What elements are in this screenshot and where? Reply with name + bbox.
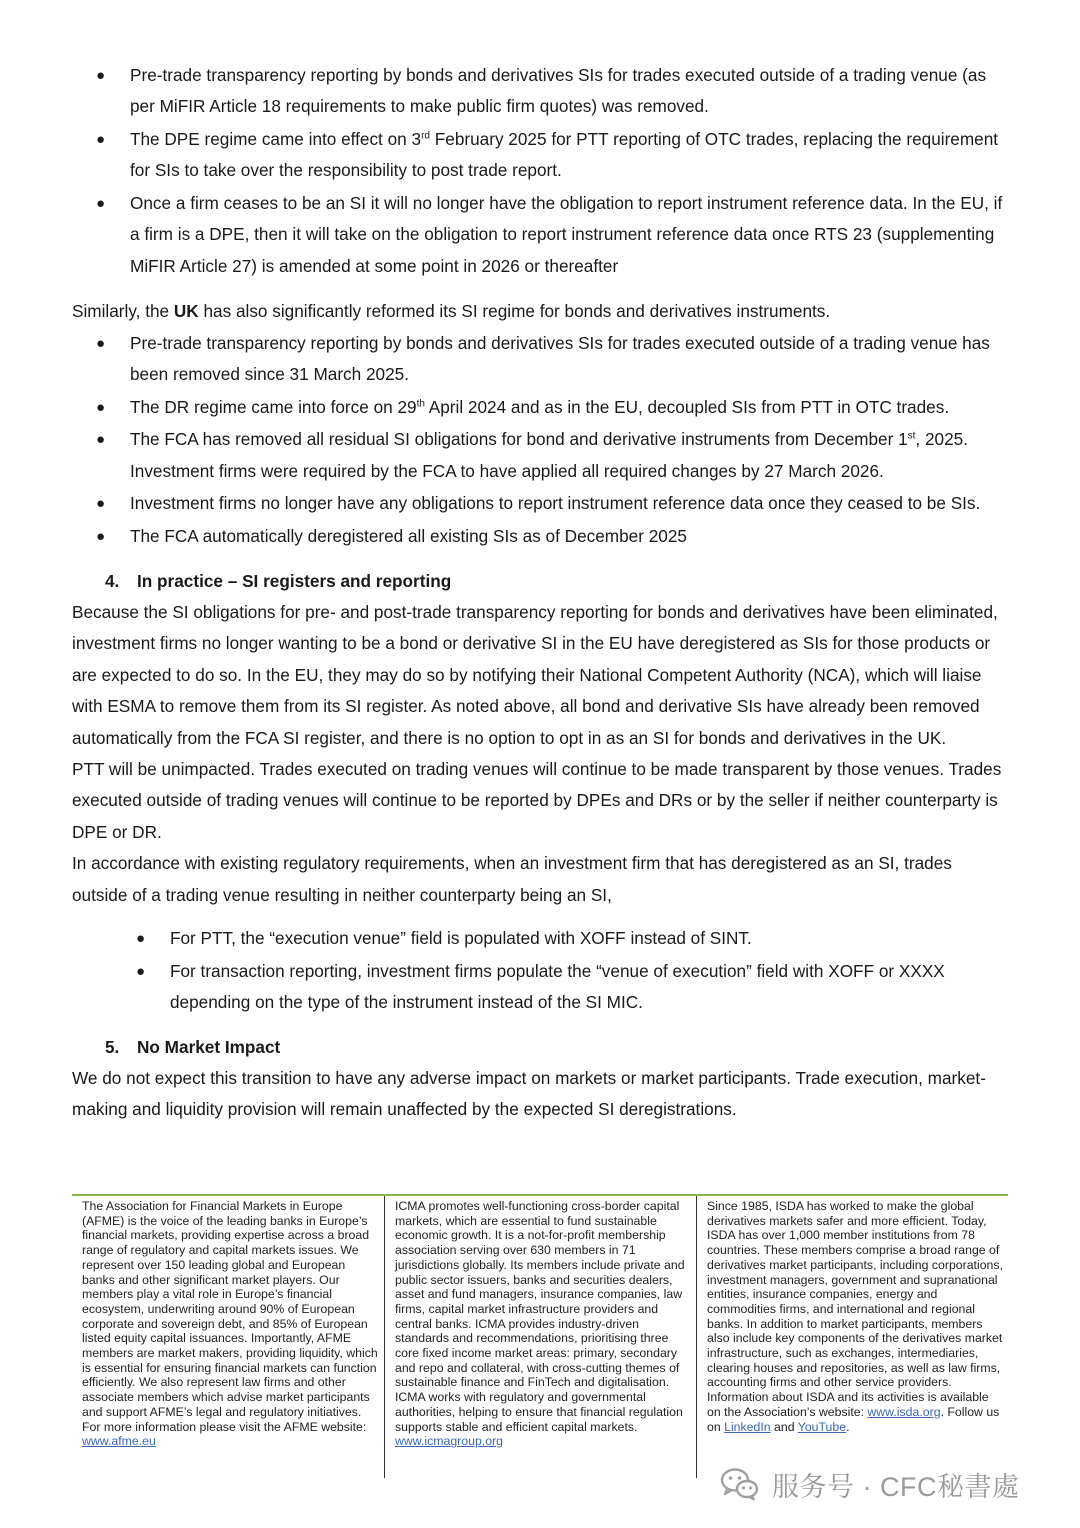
footer-afme-column: The Association for Financial Markets in Europe (AFME) is the voice of the leading banks in Europe’s financial markets, providing expertise across a broad range of regulatory and capital markets issues. We represent over 150 leading global and European banks and other significant market players. Our members play a vital role in Europe’s financial ecosystem, underwriting around 90% of European corporate and sovereign debt, and 85% of European listed equity capital issuances. Importantly, AFME members are market makers, providing liquidity, which is essential for ensuring financial markets can function efficiently. We also represent law firms and other associate members which advise market participants and support AFME’s legal and regulatory initiatives. For more information please visit the AFME website: www.afme.eu (82, 1199, 378, 1449)
wechat-icon (720, 1467, 760, 1501)
isda-website-link[interactable]: www.isda.org (867, 1404, 941, 1419)
bullet-icon: ● (96, 398, 106, 416)
bullet-icon: ● (96, 528, 106, 545)
watermark-text: 服务号 · CFC秘書處 (772, 1471, 1020, 1502)
list-item: ● For transaction reporting, investment firms populate the “venue of execution” field with XOFF or XXXX depending on the type of the instrument instead of the SI MIC. (72, 956, 1012, 1019)
section-4-bullet-list (72, 923, 1012, 1018)
isda-linkedin-link[interactable]: LinkedIn (724, 1419, 771, 1434)
section-4-paragraph-3: In accordance with existing regulatory requirements, when an investment firm that has deregistered as an SI, trades outside of a trading venue resulting in neither counterparty being an SI, (72, 853, 952, 905)
section-4-paragraph-2: PTT will be unimpacted. Trades executed on trading venues will continue to be made transparent by those venues. Trades executed outside of trading venues will continue to be reported by DPEs and DRs or by the seller if neither counterparty is DPE or DR. (72, 759, 1002, 842)
bullet-icon: ● (96, 495, 106, 513)
list-item: ● Pre-trade transparency reporting by bonds and derivatives SIs for trades executed outside of a trading venue (as per MiFIR Article 18 requirements to make public firm quotes) was removed. (72, 60, 1012, 123)
icma-website-link[interactable]: www.icmagroup.org (395, 1434, 503, 1449)
bullet-icon: ● (96, 195, 106, 212)
document-body (72, 60, 1012, 1126)
afme-website-link[interactable]: www.afme.eu (82, 1434, 156, 1449)
list-item: ● The DR regime came into force on 29th April 2024 and as in the EU, decoupled SIs from PTT in OTC trades. (72, 392, 1012, 423)
footer-associations (72, 1194, 1008, 1478)
bullet-icon: ● (136, 930, 146, 948)
list-item: ● The DPE regime came into effect on 3rd February 2025 for PTT reporting of OTC trades, replacing the requirement for SIs to take over the responsibility to post trade report. (72, 124, 1012, 187)
section-5-paragraph: We do not expect this transition to have any adverse impact on markets or market participants. Trade execution, market-making and liquidity provision will remain unaffected by the expected SI deregistrations. (72, 1068, 986, 1120)
isda-youtube-link[interactable]: YouTube (797, 1419, 847, 1434)
uk-bullet-list (72, 328, 1012, 553)
bullet-icon: ● (136, 962, 146, 980)
bullet-icon: ● (96, 431, 106, 449)
list-item: ● Pre-trade transparency reporting by bonds and derivatives SIs for trades executed outside of a trading venue has been removed since 31 March 2025. (72, 328, 1012, 391)
watermark (720, 1462, 1019, 1506)
list-item: ● Investment firms no longer have any obligations to report instrument reference data once they ceased to be SIs. (72, 488, 1012, 519)
section-4-paragraph-1: Because the SI obligations for pre- and post-trade transparency reporting for bonds and derivatives have been eliminated, investment firms no longer wanting to be a bond or derivative SI in the EU have deregistered as SIs for those products or are expected to do so. In the EU, they may do so by notifying their National Competent Authority (NCA), which will liaise with ESMA to remove them from its SI register. As noted above, all bond and derivative SIs have already been removed automatically from the FCA SI register, and there is no option to opt in as an SI for bonds and derivatives in the UK. (72, 602, 998, 748)
list-item: ● The FCA has removed all residual SI obligations for bond and derivative instruments from December 1st, 2025. Investment firms were required by the FCA to have applied all required changes by 27 March 2026. (72, 424, 1012, 487)
section-4-heading: 4. In practice – SI registers and reporting (105, 570, 452, 591)
bullet-icon: ● (96, 67, 106, 84)
bullet-icon: ● (96, 131, 106, 148)
eu-bullet-list (72, 60, 1012, 282)
footer-icma-column: ICMA promotes well-functioning cross-border capital markets, which are essential to fund sustainable economic growth. It is a not-for-profit membership association serving over 630 members in 71 jurisdictions globally. Its members include private and public sector issuers, banks and securities dealers, asset and fund managers, insurance companies, law firms, capital market infrastructure providers and central banks. ICMA provides industry-driven standards and recommendations, prioritising three core fixed income market areas: primary, secondary and repo and collateral, with cross-cutting themes of sustainable finance and FinTech and digitalisation. ICMA works with regulatory and governmental authorities, helping to ensure that financial regulation supports stable and efficient capital markets. www.icmagroup.org (384, 1196, 696, 1478)
list-item: ● The FCA automatically deregistered all existing SIs as of December 2025 (72, 521, 1012, 552)
list-item: ● Once a firm ceases to be an SI it will no longer have the obligation to report instrument reference data. In the EU, if a firm is a DPE, then it will take on the obligation to report instrument reference data once RTS 23 (supplementing MiFIR Article 27) is amended at some point in 2026 or thereafter (72, 188, 1012, 282)
section-5-heading: 5. No Market Impact (105, 1036, 281, 1057)
uk-intro-paragraph: Similarly, the UK has also significantly reformed its SI regime for bonds and derivatives instruments. (72, 301, 831, 322)
bullet-icon: ● (96, 334, 106, 352)
list-item: ● For PTT, the “execution venue” field is populated with XOFF instead of SINT. (72, 923, 1012, 954)
footer-isda-column: Since 1985, ISDA has worked to make the global derivatives markets safer and more efficient. Today, ISDA has over 1,000 member institutions from 78 countries. These members comprise a broad range of derivatives market participants, including corporations, investment managers, government and supranational entities, insurance companies, energy and commodities firms, and international and regional banks. In addition to market participants, members also include key components of the derivatives market infrastructure, such as exchanges, intermediaries, clearing houses and repositories, as well as law firms, accounting firms and other service providers. Information about ISDA and its activities is available on the Association’s website: www.isda.org. Follow us on LinkedIn and YouTube. (696, 1196, 1008, 1478)
